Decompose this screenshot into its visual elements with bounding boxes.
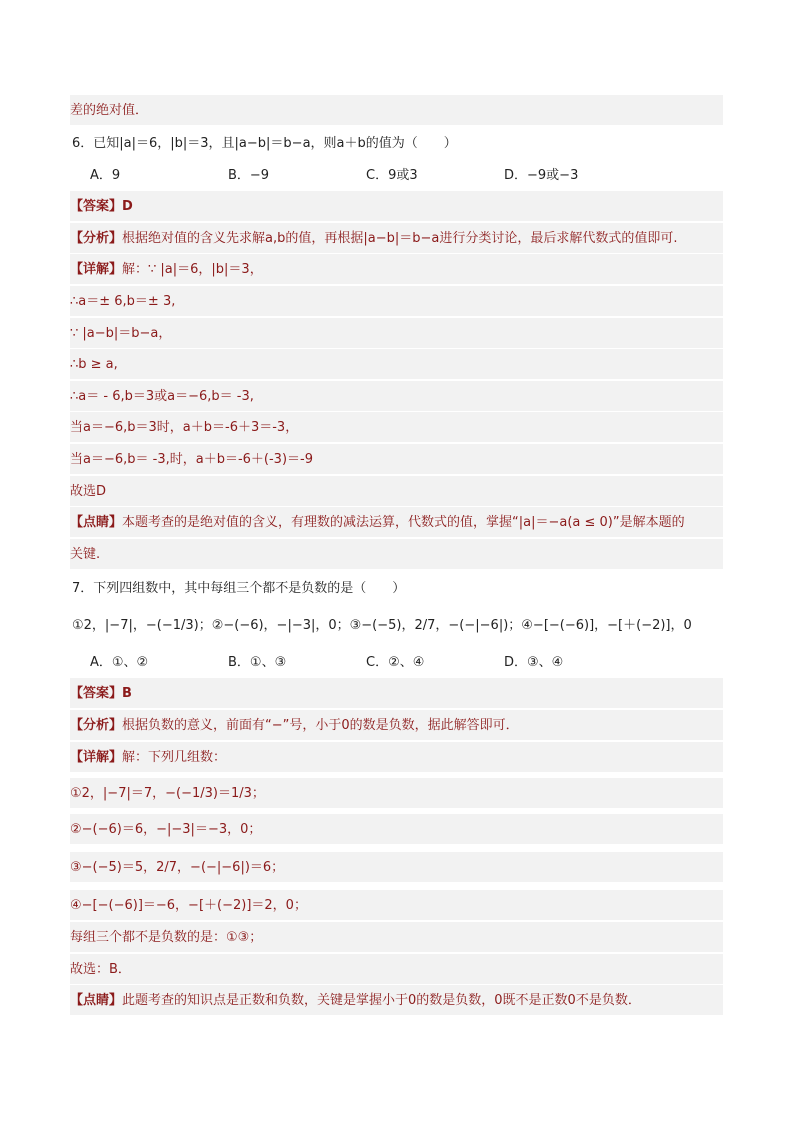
text-line: 每组三个都不是负数的是：①③； (70, 922, 723, 953)
text-line: ④−[−(−6)]＝−6，−[＋(−2)]＝2，0； (70, 890, 723, 921)
text-line: ∴b ≥ a, (70, 349, 723, 380)
q7-option-b: B．①、③ (228, 655, 287, 670)
text-line: 关键. (70, 539, 723, 570)
q7-analysis: 【分析】根据负数的意义，前面有“−”号，小于0的数是负数，据此解答即可． (70, 710, 723, 741)
q6-answer: 【答案】D (70, 191, 723, 222)
text-line: 当a＝−6,b＝ -3,时，a＋b＝-6＋(-3)＝-9 (70, 444, 723, 475)
q7-option-d: D．③、④ (504, 655, 564, 670)
q7-options (70, 647, 743, 678)
text-line: ②−(−6)＝6，−|−3|＝−3，0； (70, 814, 723, 845)
q6-options (70, 160, 743, 191)
q6-option-c: C．9或3 (366, 168, 418, 183)
q7-detail: 【详解】解：下列几组数： (70, 742, 723, 773)
q7-groups: ①2，|−7|，−(−1/3)；②−(−6)，−|−3|，0；③−(−5)，2/7，−(−|−6|)；④−[−(−6)]，−[＋(−2)]，0 (72, 618, 692, 633)
q6-analysis: 【分析】根据绝对值的含义先求解a,b的值，再根据|a−b|＝b−a进行分类讨论，最后求解代数式的值即可. (70, 223, 723, 254)
q7-answer: 【答案】B (70, 678, 723, 709)
q7-option-c: C．②、④ (366, 655, 425, 670)
text-line: ③−(−5)＝5，2/7，−(−|−6|)＝6； (70, 852, 723, 883)
question-7: 7．下列四组数中，其中每组三个都不是负数的是（ ） (72, 581, 406, 596)
text-line: 差的绝对值． (70, 95, 723, 126)
text-line: ∴a＝± 6,b＝± 3, (70, 286, 723, 317)
text-line: 故选：B． (70, 954, 723, 985)
q6-option-d: D．−9或−3 (504, 168, 579, 183)
q7-option-a: A．①、② (90, 655, 149, 670)
text-line: 当a＝−6,b＝3时，a＋b＝-6＋3＝-3， (70, 412, 723, 443)
q6-option-a: A．9 (90, 168, 121, 183)
question-6: 6．已知|a|＝6，|b|＝3，且|a−b|＝b−a，则a＋b的值为（ ） (72, 136, 457, 151)
text-line: 故选D (70, 476, 723, 507)
text-line: ①2，|−7|＝7，−(−1/3)＝1/3； (70, 778, 723, 809)
q6-comment: 【点睛】本题考查的是绝对值的含义，有理数的减法运算，代数式的值，掌握“|a|＝−a(a ≤ 0)”是解本题的 (70, 507, 723, 538)
q7-comment: 【点睛】此题考查的知识点是正数和负数，关键是掌握小于0的数是负数，0既不是正数0不是负数． (70, 985, 723, 1016)
text-line: ∵ |a−b|＝b−a， (70, 318, 723, 349)
q6-option-b: B．−9 (228, 168, 270, 183)
q6-detail: 【详解】解：∵ |a|＝6，|b|＝3， (70, 254, 723, 285)
text-line: ∴a＝ - 6,b＝3或a＝−6,b＝ -3, (70, 381, 723, 412)
